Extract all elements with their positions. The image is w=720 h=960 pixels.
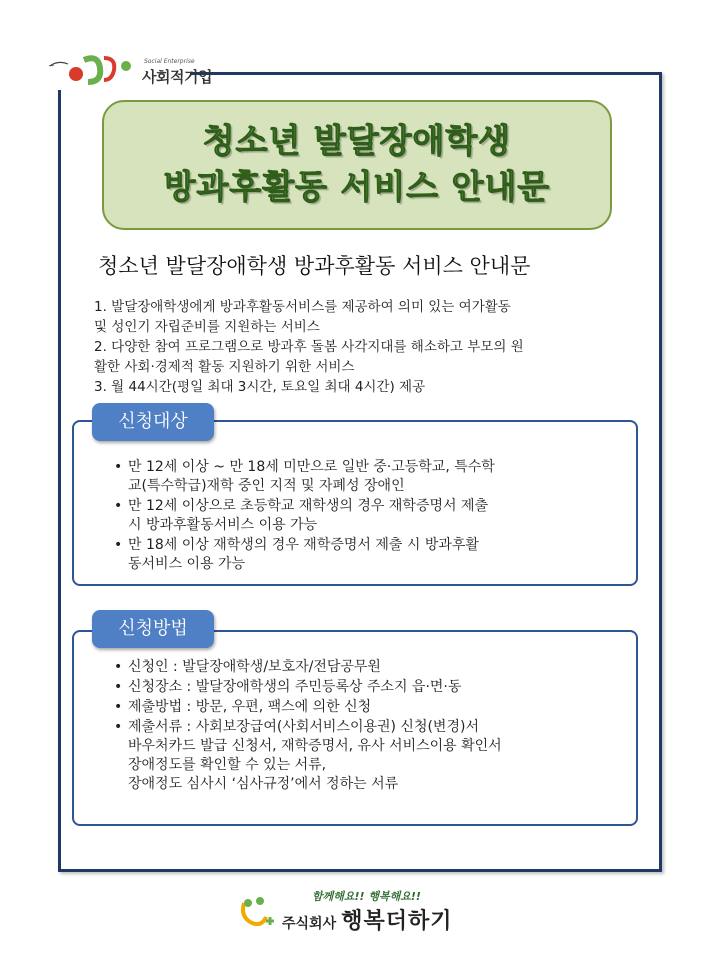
bullet-icon: • — [114, 719, 123, 735]
list-item — [112, 698, 622, 717]
list-item-text: 장애정도를 확인할 수 있는 서류, — [128, 757, 327, 773]
list-item-text: 만 12세 이상 ~ 만 18세 미만으로 일반 중·고등학교, 특수학 — [128, 459, 495, 475]
application-method-list — [112, 658, 622, 795]
list-item — [112, 458, 622, 496]
list-item-text: 신청인 : 발달장애학생/보호자/전담공무원 — [128, 659, 381, 675]
page-subtitle: 청소년 발달장애학생 방과후활동 서비스 안내문 — [98, 254, 531, 278]
list-item-text: 만 18세 이상 재학생의 경우 재학증명서 제출 시 방과후활 — [128, 537, 479, 553]
intro-line: 1. 발달장애학생에게 방과후활동서비스를 제공하여 의미 있는 여가활동 — [94, 299, 511, 315]
social-enterprise-logo — [40, 50, 212, 90]
company-logo-icon — [236, 893, 280, 933]
application-method-tab: 신청방법 — [92, 610, 214, 648]
intro-line: 2. 다양한 참여 프로그램으로 방과후 돌봄 사각지대를 해소하고 부모의 원 — [94, 339, 524, 355]
bullet-icon: • — [114, 699, 123, 715]
list-item-text: 신청장소 : 발달장애학생의 주민등록상 주소지 읍·면·동 — [128, 679, 462, 695]
list-item — [112, 718, 622, 794]
intro-line: 및 성인기 자립준비를 지원하는 서비스 — [94, 319, 320, 335]
title-box — [102, 100, 612, 230]
bullet-icon: • — [114, 537, 123, 553]
bullet-icon: • — [114, 659, 123, 675]
list-item — [112, 678, 622, 697]
list-item-text: 바우처카드 발급 신청서, 재학증명서, 유사 서비스이용 확인서 — [128, 738, 502, 754]
list-item-text: 시 방과후활동서비스 이용 가능 — [128, 517, 318, 533]
list-item — [112, 536, 622, 574]
list-item — [112, 658, 622, 677]
list-item-text: 장애정도 심사시 ‘심사규정’에서 정하는 서류 — [128, 776, 399, 792]
eligibility-tab: 신청대상 — [92, 403, 214, 441]
intro-line: 활한 사회·경제적 활동 지원하기 위한 서비스 — [94, 359, 355, 375]
bullet-icon: • — [114, 498, 123, 514]
list-item-text: 제출방법 : 방문, 우편, 팩스에 의한 신청 — [128, 699, 372, 715]
eligibility-list — [112, 458, 622, 575]
title-line-2: 방과후활동 서비스 안내문 — [163, 167, 551, 206]
list-item-text: 동서비스 이용 가능 — [128, 556, 246, 572]
svg-text:~: ~ — [48, 61, 55, 70]
social-enterprise-ko: 사회적기업 — [142, 68, 212, 86]
company-name — [282, 904, 452, 935]
bullet-icon: • — [114, 679, 123, 695]
company-slogan: 함께해요!! 행복해요!! — [312, 890, 421, 903]
company-prefix: 주식회사 — [282, 916, 337, 932]
title-line-1: 청소년 발달장애학생 — [202, 121, 512, 160]
list-item-text: 제출서류 : 사회보장급여(사회서비스이용권) 신청(변경)서 — [128, 719, 479, 735]
intro-line: 3. 월 44시간(평일 최대 3시간, 토요일 최대 4시간) 제공 — [94, 379, 426, 395]
company-title: 행복더하기 — [341, 909, 453, 934]
bullet-icon: • — [114, 459, 123, 475]
social-enterprise-logo-icon — [46, 52, 142, 86]
list-item-text: 만 12세 이상으로 초등학교 재학생의 경우 재학증명서 제출 — [128, 498, 489, 514]
social-enterprise-en: Social Enterprise — [144, 58, 195, 65]
intro-text — [94, 297, 634, 397]
list-item-text: 교(특수학급)재학 중인 지적 및 자폐성 장애인 — [128, 478, 405, 494]
list-item — [112, 497, 622, 535]
